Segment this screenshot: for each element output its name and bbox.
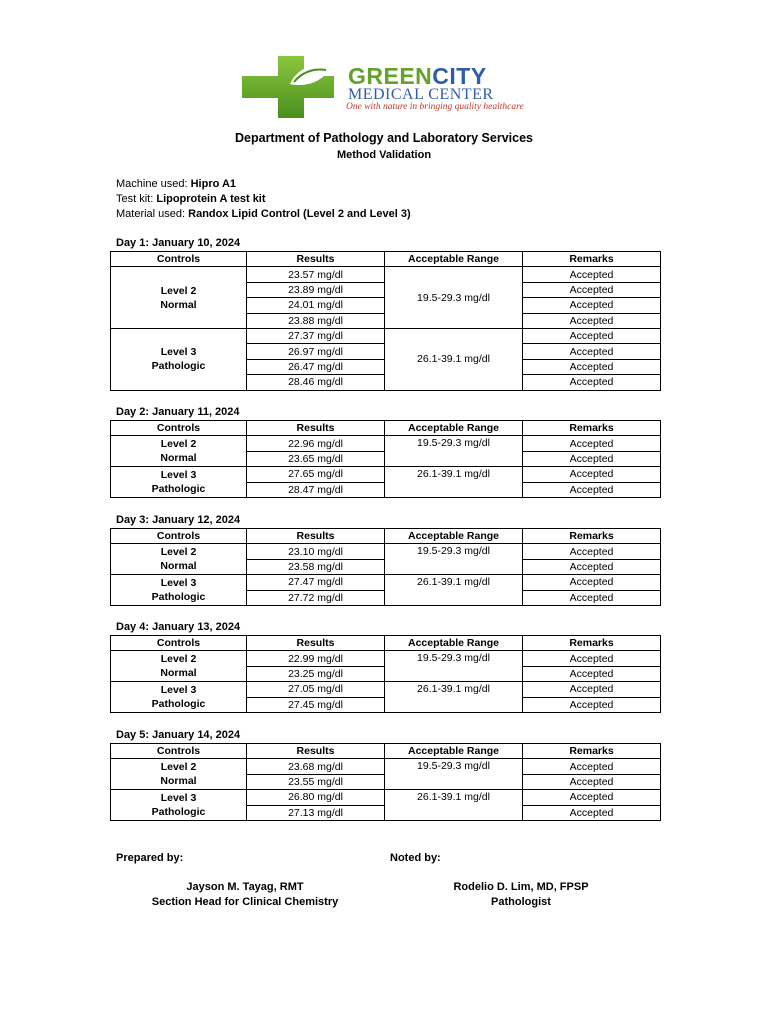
control-type: Pathologic (151, 591, 206, 604)
control-type: Normal (160, 775, 197, 788)
material-label: Material used: (116, 208, 189, 220)
acceptable-range-cell: 19.5-29.3 mg/dl (385, 436, 523, 467)
control-type: Pathologic (151, 360, 206, 373)
control-level-cell (111, 575, 247, 606)
remark-cell: Accepted (523, 697, 661, 712)
acceptable-range-cell: 26.1-39.1 mg/dl (385, 682, 523, 713)
table-row (111, 328, 661, 343)
table-row (111, 682, 661, 697)
control-level-cell (111, 544, 247, 575)
range-header: Acceptable Range (385, 744, 523, 759)
test-kit-value: Lipoprotein A test kit (156, 193, 266, 205)
result-cell: 23.88 mg/dl (247, 313, 385, 328)
range-header: Acceptable Range (385, 252, 523, 267)
remark-cell: Accepted (523, 375, 661, 390)
control-level-cell (111, 328, 247, 390)
remark-cell: Accepted (523, 559, 661, 574)
table-header-row (111, 529, 661, 544)
prepared-by-label: Prepared by: (116, 852, 184, 864)
validation-table (110, 743, 661, 821)
remarks-header: Remarks (523, 529, 661, 544)
brand-blue-text: CITY (432, 63, 487, 89)
hospital-logo (238, 54, 538, 120)
range-header: Acceptable Range (385, 421, 523, 436)
remarks-header: Remarks (523, 636, 661, 651)
machine-label: Machine used: (116, 178, 191, 190)
control-type: Pathologic (151, 483, 206, 496)
remark-cell: Accepted (523, 298, 661, 313)
prepared-by-name: Jayson M. Tayag, RMT (186, 881, 304, 893)
result-cell: 28.47 mg/dl (247, 482, 385, 497)
control-type: Normal (160, 560, 197, 573)
day-title: Day 1: January 10, 2024 (116, 237, 241, 249)
control-level: Level 3 (160, 684, 197, 697)
remark-cell: Accepted (523, 267, 661, 282)
remark-cell: Accepted (523, 359, 661, 374)
remark-cell: Accepted (523, 482, 661, 497)
results-header: Results (247, 636, 385, 651)
range-header: Acceptable Range (385, 529, 523, 544)
validation-table (110, 420, 661, 498)
remark-cell: Accepted (523, 651, 661, 666)
table-row (111, 575, 661, 590)
controls-header: Controls (111, 744, 247, 759)
noted-by-name: Rodelio D. Lim, MD, FPSP (453, 881, 589, 893)
remark-cell: Accepted (523, 590, 661, 605)
result-cell: 23.89 mg/dl (247, 282, 385, 297)
control-level: Level 2 (160, 284, 197, 297)
remark-cell: Accepted (523, 313, 661, 328)
noted-by-title: Pathologist (491, 896, 551, 908)
acceptable-range-cell: 19.5-29.3 mg/dl (385, 759, 523, 790)
result-cell: 26.80 mg/dl (247, 790, 385, 805)
control-level-cell (111, 467, 247, 498)
remarks-header: Remarks (523, 744, 661, 759)
remark-cell: Accepted (523, 328, 661, 343)
control-level: Level 2 (160, 761, 197, 774)
result-cell: 27.05 mg/dl (247, 682, 385, 697)
remark-cell: Accepted (523, 436, 661, 451)
department-title: Department of Pathology and Laboratory Services (235, 131, 533, 145)
remark-cell: Accepted (523, 575, 661, 590)
remark-cell: Accepted (523, 805, 661, 820)
result-cell: 26.97 mg/dl (247, 344, 385, 359)
test-kit-line (116, 192, 266, 207)
validation-table (110, 635, 661, 713)
day-title: Day 5: January 14, 2024 (116, 729, 241, 741)
result-cell: 23.55 mg/dl (247, 774, 385, 789)
result-cell: 23.68 mg/dl (247, 759, 385, 774)
brand-name (348, 64, 487, 88)
results-header: Results (247, 529, 385, 544)
remark-cell: Accepted (523, 467, 661, 482)
result-cell: 27.45 mg/dl (247, 697, 385, 712)
acceptable-range-cell: 19.5-29.3 mg/dl (385, 651, 523, 682)
table-row (111, 267, 661, 282)
noted-by-label: Noted by: (390, 852, 441, 864)
day-title: Day 3: January 12, 2024 (116, 514, 241, 526)
result-cell: 23.58 mg/dl (247, 559, 385, 574)
result-cell: 28.46 mg/dl (247, 375, 385, 390)
result-cell: 27.65 mg/dl (247, 467, 385, 482)
material-value: Randox Lipid Control (Level 2 and Level 3) (188, 208, 411, 220)
control-level-cell (111, 651, 247, 682)
control-level: Level 2 (160, 546, 197, 559)
test-kit-label: Test kit: (116, 193, 157, 205)
control-level: Level 3 (160, 346, 197, 359)
document-subtitle: Method Validation (336, 149, 432, 161)
prepared-by-title: Section Head for Clinical Chemistry (151, 896, 339, 908)
machine-value: Hipro A1 (190, 178, 237, 190)
control-level: Level 3 (160, 792, 197, 805)
table-row (111, 759, 661, 774)
remark-cell: Accepted (523, 682, 661, 697)
controls-header: Controls (111, 529, 247, 544)
table-row (111, 651, 661, 666)
control-type: Pathologic (151, 806, 206, 819)
controls-header: Controls (111, 252, 247, 267)
control-level-cell (111, 759, 247, 790)
remarks-header: Remarks (523, 252, 661, 267)
brand-subtitle: MEDICAL CENTER (348, 86, 494, 103)
control-type: Normal (160, 452, 197, 465)
table-row (111, 467, 661, 482)
material-line (116, 207, 411, 222)
brand-tagline: One with nature in bringing quality healthcare (346, 102, 524, 112)
results-header: Results (247, 421, 385, 436)
remark-cell: Accepted (523, 544, 661, 559)
validation-table (110, 528, 661, 606)
remark-cell: Accepted (523, 790, 661, 805)
acceptable-range-cell: 19.5-29.3 mg/dl (385, 544, 523, 575)
control-type: Pathologic (151, 698, 206, 711)
acceptable-range-cell: 26.1-39.1 mg/dl (385, 467, 523, 498)
table-row (111, 544, 661, 559)
control-level: Level 2 (160, 653, 197, 666)
table-header-row (111, 744, 661, 759)
day-title: Day 2: January 11, 2024 (116, 406, 240, 418)
control-level-cell (111, 682, 247, 713)
result-cell: 27.13 mg/dl (247, 805, 385, 820)
medical-cross-icon (238, 54, 346, 120)
result-cell: 26.47 mg/dl (247, 359, 385, 374)
controls-header: Controls (111, 421, 247, 436)
table-row (111, 436, 661, 451)
acceptable-range-cell: 26.1-39.1 mg/dl (385, 328, 523, 390)
remarks-header: Remarks (523, 421, 661, 436)
result-cell: 23.57 mg/dl (247, 267, 385, 282)
result-cell: 23.25 mg/dl (247, 666, 385, 681)
result-cell: 27.37 mg/dl (247, 328, 385, 343)
table-header-row (111, 421, 661, 436)
control-type: Normal (160, 667, 197, 680)
acceptable-range-cell: 19.5-29.3 mg/dl (385, 267, 523, 329)
result-cell: 22.99 mg/dl (247, 651, 385, 666)
remark-cell: Accepted (523, 451, 661, 466)
remark-cell: Accepted (523, 774, 661, 789)
acceptable-range-cell: 26.1-39.1 mg/dl (385, 790, 523, 821)
remark-cell: Accepted (523, 666, 661, 681)
result-cell: 27.72 mg/dl (247, 590, 385, 605)
control-level: Level 3 (160, 577, 197, 590)
results-header: Results (247, 252, 385, 267)
result-cell: 23.10 mg/dl (247, 544, 385, 559)
remark-cell: Accepted (523, 344, 661, 359)
acceptable-range-cell: 26.1-39.1 mg/dl (385, 575, 523, 606)
result-cell: 24.01 mg/dl (247, 298, 385, 313)
result-cell: 22.96 mg/dl (247, 436, 385, 451)
control-level: Level 2 (160, 438, 197, 451)
control-level-cell (111, 267, 247, 329)
table-row (111, 790, 661, 805)
control-level: Level 3 (160, 469, 197, 482)
table-header-row (111, 252, 661, 267)
results-header: Results (247, 744, 385, 759)
controls-header: Controls (111, 636, 247, 651)
remark-cell: Accepted (523, 282, 661, 297)
control-level-cell (111, 436, 247, 467)
control-level-cell (111, 790, 247, 821)
control-type: Normal (160, 298, 197, 311)
result-cell: 27.47 mg/dl (247, 575, 385, 590)
table-header-row (111, 636, 661, 651)
machine-line (116, 177, 236, 192)
validation-table (110, 251, 661, 391)
brand-green-text: GREEN (348, 63, 433, 89)
range-header: Acceptable Range (385, 636, 523, 651)
result-cell: 23.65 mg/dl (247, 451, 385, 466)
day-title: Day 4: January 13, 2024 (116, 621, 241, 633)
remark-cell: Accepted (523, 759, 661, 774)
